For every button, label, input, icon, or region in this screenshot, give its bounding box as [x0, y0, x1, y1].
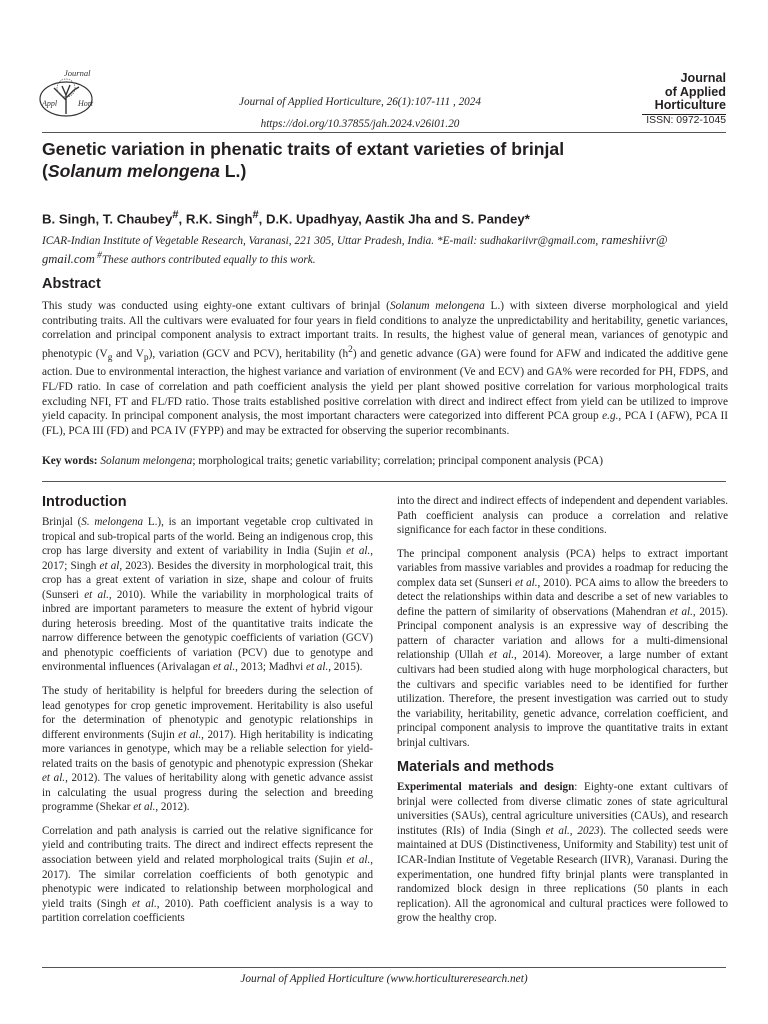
text-run: The study of heritability is helpful for breeders during the selection of lead genotypes for crop genetic improvement. Heritability is also useful for the determination of phenotypic and genotypic relationships in different environments (Sujin [42, 685, 373, 741]
text-run: , 2012). The values of heritability along with genetic advance assist in calculating the usual progress during the selection and breeding programme (Shekar [42, 772, 373, 814]
text-run: , 2015). Principal component analysis is an expressive way of describing the pattern of character variation and allows for a multi-dimensional relationship (Ullah [397, 605, 728, 662]
text-run: , 2023). Besides the diversity in morphological trait, this crop has a great extent of variation in size, shape and colour of fruits (Sunseri [42, 559, 373, 601]
text-run: et al. [669, 605, 693, 618]
citation: Journal of Applied Horticulture, 26(1):107-111 , 2024 [239, 96, 481, 108]
keywords-list: ; morphological traits; genetic variability; correlation; principal component analysis (PCA) [192, 455, 603, 467]
title-paren: ( [42, 161, 48, 181]
logo-text-left: Appl [42, 99, 58, 108]
abstract-run: Solanum melongena [389, 300, 485, 312]
abstract-run: e.g., [602, 410, 622, 423]
title-line-1: Genetic variation in phenatic traits of extant varieties of brinjal [42, 139, 565, 159]
article-title [42, 138, 742, 182]
author-mark: # [172, 209, 179, 221]
doi-link[interactable]: https://doi.org/10.37855/jah.2024.v26i01.20 [260, 118, 460, 130]
text-run: et al., 2023 [545, 824, 600, 837]
title-species: Solanum melongena [47, 161, 220, 181]
introduction-heading: Introduction [42, 494, 127, 510]
abstract-sup: 2 [348, 344, 353, 355]
abstract-divider [42, 481, 726, 482]
text-run: , 2017). High heritability is indicating more variances in genotype, which may be a reliable selection for yield-related traits on the basis of genotypic and phenotypic expression (Shekar [42, 728, 373, 770]
affiliation-note: These authors contributed equally to this work. [101, 253, 316, 266]
abstract-run: L.) with sixteen diverse morphological and yield contributing traits. All the cultivars were evaluated for four years in field conditions to analyze the unpredictability and heritability, genetic variances, correlation and principal component analysis to extract important traits. In results, the highest value of general mean, variances of genotypic and phenotypic (V [42, 300, 728, 360]
header-divider [42, 132, 726, 133]
left-column [42, 494, 373, 935]
text-run: et al. [42, 772, 66, 785]
affiliation-mark: # [94, 250, 102, 261]
journal-line-1: Journal [680, 71, 726, 85]
journal-line-2: of Applied [664, 84, 726, 99]
author-text: B. Singh, T. Chaubey [42, 211, 173, 227]
logo-text-top: Journal [64, 68, 91, 78]
journal-line-3: Horticulture [642, 99, 726, 115]
tree-logo-icon [36, 68, 98, 118]
journal-logo [36, 68, 98, 118]
affiliation [42, 233, 728, 267]
logo-text-right: Hort [78, 99, 94, 108]
keyword-species: Solanum melongena [97, 455, 193, 467]
text-run: Correlation and path analysis is carried out the relative significance for yield and contributing traits. The direct and indirect effects represent the association between yield and related morphological traits (Sujin [42, 824, 373, 867]
text-run: Brinjal ( [42, 516, 82, 528]
keywords [42, 455, 728, 467]
intro-paragraph-1 [42, 515, 373, 675]
abstract-run: This study was conducted using eighty-one extant cultivars of brinjal ( [42, 300, 390, 312]
title-rest: L.) [219, 161, 247, 181]
affiliation-email: rameshiivr@ [598, 233, 668, 247]
title-line-2 [42, 160, 742, 182]
text-run: et al. [178, 728, 202, 741]
issn: ISSN: 0972-1045 [646, 115, 726, 126]
text-run: , 2017). The similar correlation coefficients of both genotypic and phenotypic were indicated to relationship between morphological and yield traits (Singh [42, 854, 373, 910]
text-run: et al. [515, 576, 538, 589]
text-run: et al. [488, 649, 515, 662]
text-run: : Eighty-one extant cultivars of brinjal were collected from diverse climatic zones of state agricultural universities (SAUs), central agriculture universities (CAUs), and research institutes (RIs) of India (Singh [397, 781, 728, 837]
text-run: et al. [346, 545, 371, 558]
text-run: et al. [84, 588, 109, 601]
author-mark: # [252, 209, 259, 221]
authors [42, 209, 742, 226]
text-run: , 2010). PCA aims to allow the breeders to detect the relationships within data and describe a set of new variables to define the pattern of similarity of observations (Mahendran [397, 576, 728, 618]
intro-paragraph-4: into the direct and indirect effects of independent and dependent variables. Path coefficient analysis can produce a correlation and relative significance for each factor in these conditions. [397, 495, 728, 537]
text-run: et al [99, 559, 120, 572]
text-run: et al. [212, 661, 236, 674]
methods-paragraph-1 [397, 780, 728, 925]
author-text: , R.K. Singh [178, 211, 253, 227]
text-run: The principal component analysis (PCA) helps to extract important variables from massive variables and provides a roadmap for reducing the complex data set (Sunseri [397, 547, 728, 589]
text-run: et al. [346, 854, 371, 867]
text-run: , 2010). Path coefficient analysis is a way to partition correlation coefficients [42, 897, 373, 925]
abstract-run: and V [112, 347, 144, 360]
abstract-text [42, 299, 728, 438]
text-run: , 2017; Singh [42, 545, 374, 572]
journal-name-box [642, 72, 726, 115]
text-run: , 2012). [155, 801, 190, 814]
text-run: , 2010). While the variability in morphological traits of inbred are important parameters to measure the extent of hybrid vigour during heterosis breeding. Most of the quantitative traits indicate the narrow difference between the genotypic coefficients of variation (GCV) and phenotypic coefficients of variation (PCV) due to genotype and environmental influences (Arivalagan [42, 588, 374, 674]
abstract-run: ) and genetic advance (GA) were found for AFW and indicated the additive gene action. Due to environmental interaction, the highest variance and variation of environment (Ve and ECV) and GA% were recorded for PH, FDPS, and FL/FD ratio. In case of correlation and path coefficient analysis the yield per plant showed positive correlation for various morphological traits excluding NFI, FT and FL/FD ratio. Those traits established positive correlation with direct and indirect effect from yield can be utilized to improve yield capacity. In principal component analysis, the most important characters were categorized into different PCA group [42, 347, 729, 423]
text-run: , 2014). Moreover, a large number of extant cultivars had been studied along with huge morphological characters, but the cultivars and specific variables need to be identified for further utilization. Therefore, the present investigation was carried out to study the variability, heritability, genetic advance, correlation coefficient, and principal component analysis to improve the quantitative traits in extant brinjal cultivars. [397, 649, 729, 749]
right-column [397, 494, 728, 935]
text-run: et al. [133, 801, 156, 814]
intro-paragraph-5 [397, 547, 728, 751]
text-run: L.), is an important vegetable crop cultivated in tropical and sub-tropical parts of the world. Being an indigenous crop, this crop has large diversity and extent of variability in India (Sujin [42, 516, 373, 558]
abstract-heading: Abstract [42, 276, 101, 292]
text-run: et al. [306, 661, 329, 674]
affiliation-text: ICAR-Indian Institute of Vegetable Research, Varanasi, 221 305, Uttar Pradesh, India. *E-mail: sudhakariivr@gmail.com, [42, 235, 599, 247]
methods-heading: Materials and methods [397, 759, 555, 776]
author-text: , D.K. Upadhyay, Aastik Jha and S. Pandey* [258, 211, 530, 227]
text-run: ). The collected seeds were maintained at DUS (Distinctiveness, Uniformity and Stability) test unit of ICAR-Indian Institute of Vegetable Research (IIVR), Varanasi. During the experimentation, one hundred fifty brinjal plants were transplanted in randomized block design in three replications (50 plants in each replication). All the agronomical and cultural practices were followed to grow the healthy crop. [397, 824, 728, 925]
affiliation-email-domain: gmail.com [42, 251, 95, 266]
footer-text: Journal of Applied Horticulture (www.horticultureresearch.net) [240, 973, 528, 985]
methods-subheading: Experimental materials and design [397, 781, 575, 794]
abstract-run: PCA I (AFW), PCA II (FL), PCA III (FD) and PCA IV (FYPP) and may be extracted for observing the superior recombinants. [42, 410, 728, 437]
text-run: , 2013; Madhvi [235, 661, 307, 674]
keywords-label: Key words: [42, 455, 98, 467]
intro-paragraph-2 [42, 684, 373, 815]
abstract-sub: p [143, 352, 149, 363]
intro-paragraph-3 [42, 824, 373, 926]
text-run: et al. [131, 897, 157, 910]
text-run: S. melongena [81, 516, 144, 528]
footer-divider [42, 967, 726, 968]
abstract-sub: g [107, 352, 113, 363]
text-run: , 2015). [328, 661, 363, 674]
abstract-run: ), variation (GCV and PCV), heritability (h [148, 347, 349, 360]
